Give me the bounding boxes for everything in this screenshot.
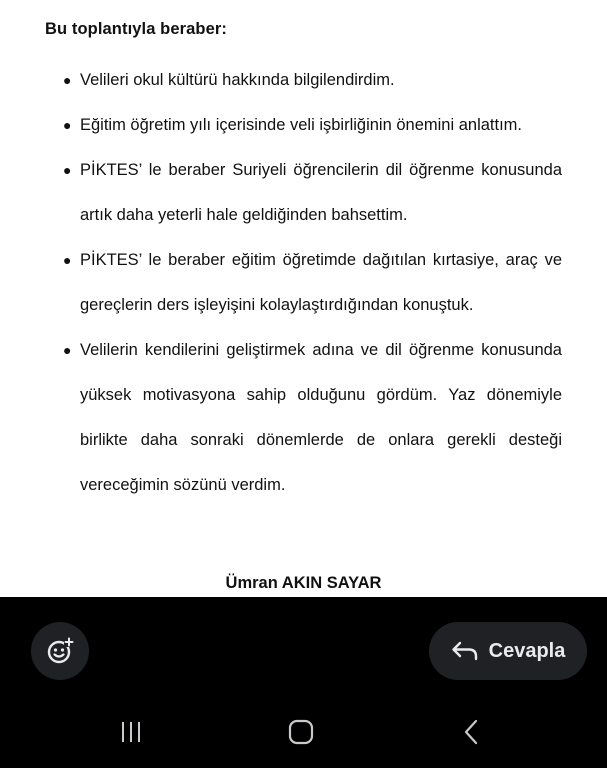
list-item-text: PİKTES’ le beraber eğitim öğretimde dağıtılan kırtasiye, araç ve gereçlerin ders işleyişini kolaylaştırdığından konuştuk. (80, 251, 562, 314)
reply-button[interactable] (429, 622, 587, 680)
recents-icon (119, 720, 143, 744)
system-navigation-bar (0, 700, 607, 768)
bullet-dot-icon: ● (63, 342, 72, 358)
bullet-dot-icon: ● (63, 162, 72, 178)
home-button[interactable] (281, 714, 321, 750)
home-icon (288, 719, 314, 745)
list-item-text: Eğitim öğretim yılı içerisinde veli işbirliğinin önemini anlattım. (80, 116, 522, 134)
list-item (62, 238, 562, 328)
reply-arrow-icon (451, 640, 479, 662)
reply-label: Cevapla (488, 639, 566, 662)
bullet-dot-icon: ● (63, 117, 72, 133)
back-icon (461, 719, 481, 745)
recents-button[interactable] (111, 714, 151, 750)
list-item-text: Velilerin kendilerini geliştirmek adına ve dil öğrenme konusunda yüksek motivasyona sahip olduğunu gördüm. Yaz dönemiyle birlikte daha sonraki dönemlerde de onlara gerekli desteği vereceğimin sözünü verdim. (80, 341, 562, 494)
list-item (62, 328, 562, 508)
list-item (62, 58, 562, 103)
bullet-list (62, 58, 562, 508)
emoji-button[interactable] (31, 622, 89, 680)
bullet-dot-icon: ● (63, 252, 72, 268)
list-item (62, 103, 562, 148)
document-heading: Bu toplantıyla beraber: (45, 20, 227, 38)
emoji-add-icon (45, 636, 75, 666)
bullet-dot-icon: ● (63, 72, 72, 88)
list-item (62, 148, 562, 238)
back-button[interactable] (451, 714, 491, 750)
signature: Ümran AKIN SAYAR (225, 574, 382, 592)
list-item-text: Velileri okul kültürü hakkında bilgilendirdim. (80, 71, 395, 89)
list-item-text: PİKTES’ le beraber Suriyeli öğrencilerin dil öğrenme konusunda artık daha yeterli hale geldiğinden bahsettim. (80, 161, 562, 224)
